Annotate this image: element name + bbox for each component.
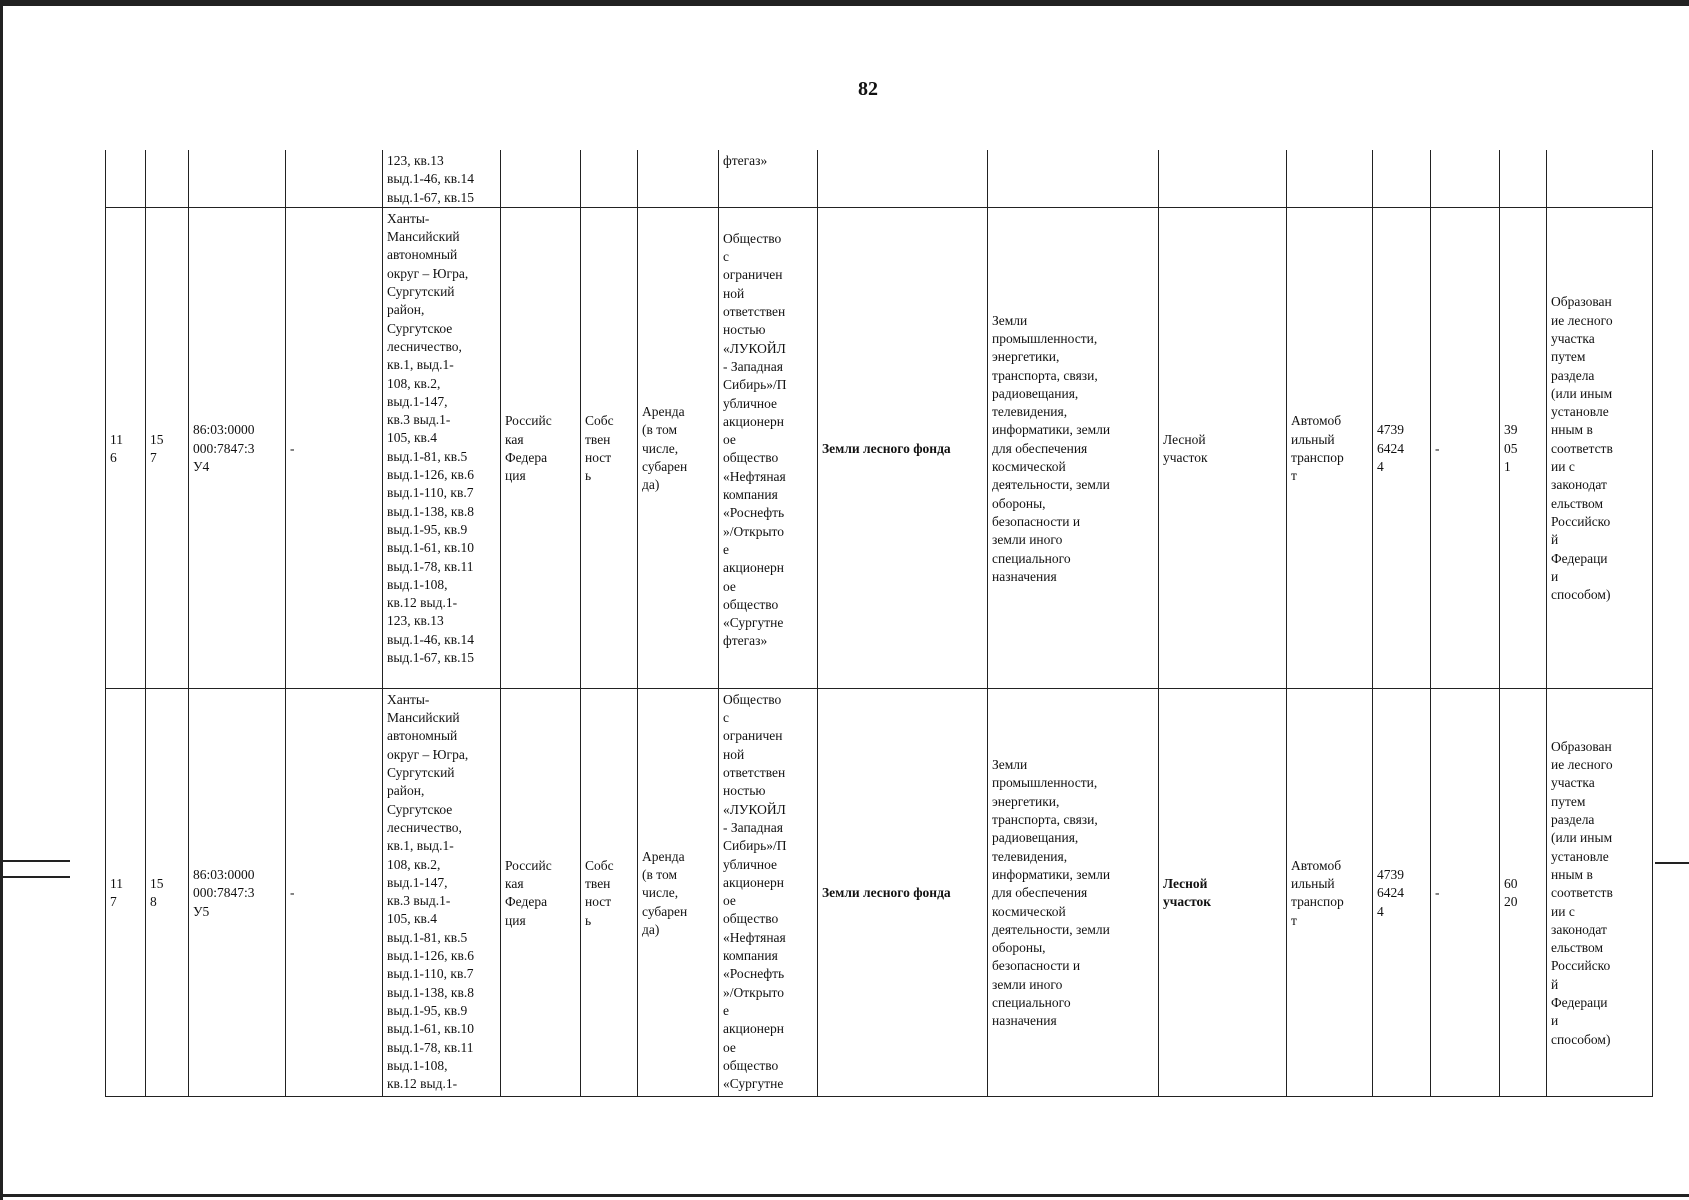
right-type-cell: Собс твен ност ь: [581, 688, 638, 1096]
owner-cell: Российс кая Федера ция: [501, 688, 581, 1096]
plot-type-cell: Лесной участок: [1159, 688, 1287, 1096]
code-cell: 15 7: [146, 207, 189, 688]
area-cell: 60 20: [1500, 688, 1547, 1096]
right-type-cell: Собс твен ност ь: [581, 207, 638, 688]
code-cell: 15 8: [146, 688, 189, 1096]
dash-cell: -: [1431, 207, 1500, 688]
page-number: 82: [858, 78, 878, 100]
address-cell: 123, кв.13 выд.1-46, кв.14 выд.1-67, кв.15: [383, 150, 501, 207]
okato-cell: 4739 6424 4: [1373, 207, 1431, 688]
purpose-cell: Автомоб ильный транспор т: [1287, 688, 1373, 1096]
plot-type-cell: Лесной участок: [1159, 207, 1287, 688]
row-number-cell: 11 6: [106, 207, 146, 688]
scan-border-left: [0, 0, 3, 1200]
scan-mark-left: [0, 860, 70, 862]
address-cell: Ханты- Мансийский автономный округ – Югра, Сургутский район, Сургутское лесничество, кв.1, выд.1- 108, кв.2, выд.1-147, кв.3 выд.1- 105, кв.4 выд.1-81, кв.5 выд.1-126, кв.6 выд.1-110, кв.7 выд.1-138, кв.8 выд.1-95, кв.9 выд.1-61, кв.10 выд.1-78, кв.11 выд.1-108, кв.12 выд.1-: [383, 688, 501, 1096]
forest-plot-registry-table: [105, 150, 1653, 1097]
dash-cell: -: [286, 688, 383, 1096]
scan-border-top: [0, 0, 1689, 6]
reason-cell: Образован ие лесного участка путем раздела (или иным установле нным в соответств ии с законодат ельством Российско й Федераци и способом): [1547, 207, 1653, 688]
scan-mark-left: [0, 876, 70, 878]
owner-cell: Российс кая Федера ция: [501, 207, 581, 688]
scan-border-bottom: [0, 1194, 1689, 1197]
cadastral-number-cell: 86:03:0000 000:7847:3 У4: [189, 207, 286, 688]
scan-mark-right: [1655, 862, 1689, 864]
okato-cell: 4739 6424 4: [1373, 688, 1431, 1096]
table-row-continuation: [106, 150, 1653, 207]
address-cell: Ханты- Мансийский автономный округ – Югра, Сургутский район, Сургутское лесничество, кв.1, выд.1- 108, кв.2, выд.1-147, кв.3 выд.1- 105, кв.4 выд.1-81, кв.5 выд.1-126, кв.6 выд.1-110, кв.7 выд.1-138, кв.8 выд.1-95, кв.9 выд.1-61, кв.10 выд.1-78, кв.11 выд.1-108, кв.12 выд.1- 123, кв.13 выд.1-46, кв.14 выд.1-67, кв.15: [383, 207, 501, 688]
table-row: [106, 688, 1653, 1096]
row-number-cell: 11 7: [106, 688, 146, 1096]
purpose-cell: Автомоб ильный транспор т: [1287, 207, 1373, 688]
holder-cell: Общество с ограничен ной ответствен ностью «ЛУКОЙЛ - Западная Сибирь»/П убличное акционерн ое общество «Нефтяная компания «Роснефть »/Открыто е акционерн ое общество «Сургутне: [719, 688, 818, 1096]
target-category-cell: Земли промышленности, энергетики, транспорта, связи, радиовещания, телевидения, информатики, земли для обеспечения космической деятельности, земли обороны, безопасности и земли иного специального назначения: [988, 688, 1159, 1096]
table-row: [106, 207, 1653, 688]
reason-cell: Образован ие лесного участка путем раздела (или иным установле нным в соответств ии с законодат ельством Российско й Федераци и способом): [1547, 688, 1653, 1096]
area-cell: 39 05 1: [1500, 207, 1547, 688]
dash-cell: -: [286, 207, 383, 688]
target-category-cell: Земли промышленности, энергетики, транспорта, связи, радиовещания, телевидения, информатики, земли для обеспечения космической деятельности, земли обороны, безопасности и земли иного специального назначения: [988, 207, 1159, 688]
land-category-cell: Земли лесного фонда: [818, 207, 988, 688]
holder-cell: Общество с ограничен ной ответствен ностью «ЛУКОЙЛ - Западная Сибирь»/П убличное акционерн ое общество «Нефтяная компания «Роснефть »/Открыто е акционерн ое общество «Сургутне фтегаз»: [719, 207, 818, 688]
cadastral-number-cell: 86:03:0000 000:7847:3 У5: [189, 688, 286, 1096]
encumbrance-cell: Аренда (в том числе, субарен да): [638, 207, 719, 688]
land-category-cell: Земли лесного фонда: [818, 688, 988, 1096]
dash-cell: -: [1431, 688, 1500, 1096]
holder-cell: фтегаз»: [719, 150, 818, 207]
encumbrance-cell: Аренда (в том числе, субарен да): [638, 688, 719, 1096]
